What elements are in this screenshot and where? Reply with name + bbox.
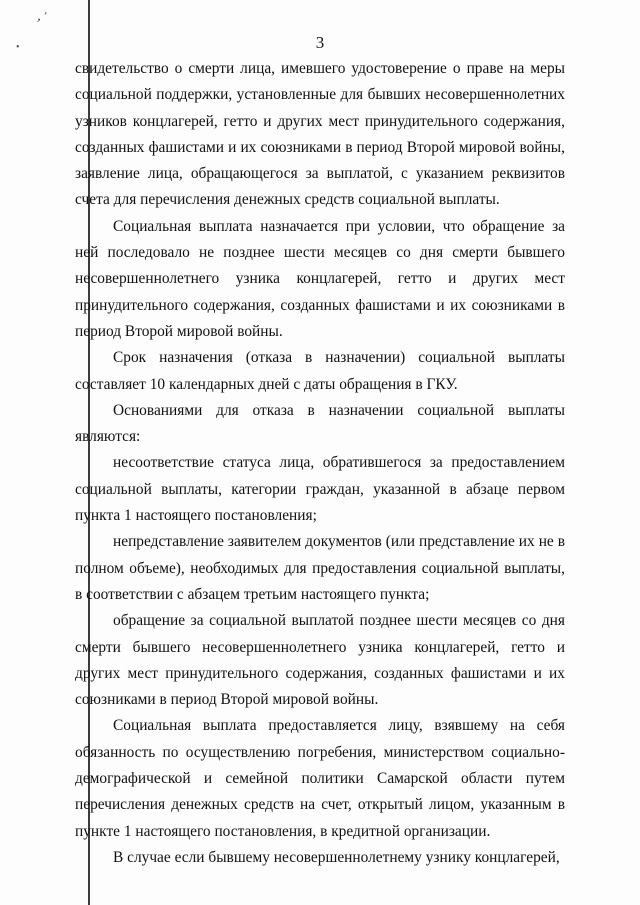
- paragraph: В случае если бывшему несовершеннолетнему узнику концлагерей,: [113, 848, 560, 866]
- paragraph: несоответствие статуса лица, обратившегося за предоставлением социальной выплаты, категории граждан, указанной в абзаце первом пункта 1 настоящего постановления;: [75, 454, 565, 525]
- paragraph: обращение за социальной выплатой позднее шести месяцев со дня смерти бывшего несовершеннолетнего узника концлагерей, гетто и других мест принудительного содержания, созданных фашистами и их союзниками в период Второй мировой войны.: [75, 612, 565, 709]
- page-number: 3: [315, 33, 325, 52]
- body-text: [75, 56, 565, 871]
- paragraph: свидетельство о смерти лица, имевшего удостоверение о праве на меры социальной поддержки, установленные для бывших несовершеннолетних узников концлагерей, гетто и других мест принудительного содержания, созданных фашистами и их союзниками в период Второй мировой войны, заявление лица, обращающегося за выплатой, с указанием реквизитов счета для перечисления денежных средств социальной выплаты.: [75, 60, 565, 209]
- paragraph: Основаниями для отказа в назначении социальной выплаты являются:: [75, 401, 565, 446]
- paragraph: Социальная выплата назначается при условии, что обращение за ней последовало не позднее шести месяцев со дня смерти бывшего несовершеннолетнего узника концлагерей, гетто и других мест принудительного содержания, созданных фашистами и их союзниками в период Второй мировой войны.: [75, 217, 565, 340]
- paragraph: Срок назначения (отказа в назначении) социальной выплаты составляет 10 календарных дней с даты обращения в ГКУ.: [75, 349, 565, 393]
- scan-artifact-dot: •: [16, 42, 20, 53]
- scan-artifact-mark: ,᾿: [35, 9, 49, 26]
- paragraph: Социальная выплата предоставляется лицу, взявшему на себя обязанность по осуществлению погребения, министерством социально-демографической и семейной политики Самарской области путем перечисления денежных средств на счет, открытый лицом, указанным в пункте 1 настоящего постановления, в кредитной организации.: [75, 717, 565, 840]
- paragraph: непредставление заявителем документов (или представление их не в полном объеме), необходимых для предоставления социальной выплаты, в соответствии с абзацем третьим настоящего пункта;: [75, 533, 565, 603]
